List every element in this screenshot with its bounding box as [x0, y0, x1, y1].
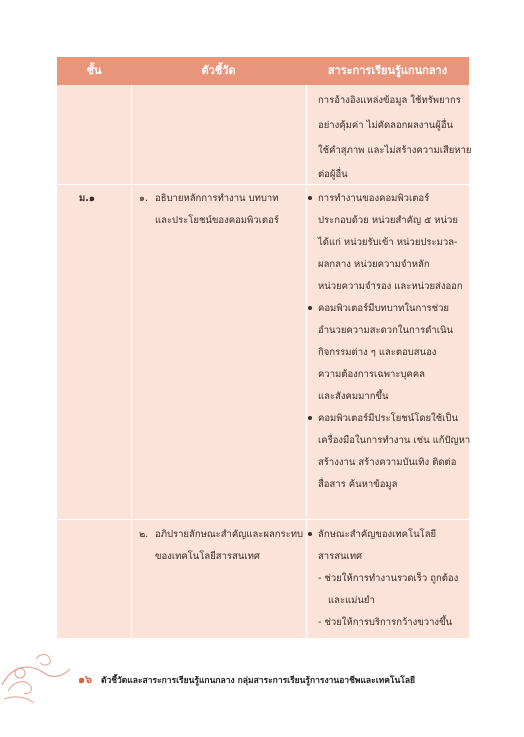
content-line: ลักษณะสำคัญของเทคโนโลยี: [318, 529, 437, 540]
grade-label: ม.๑: [79, 193, 95, 204]
bullet-icon: [308, 306, 312, 310]
content-line: และสังคมมากขึ้น: [318, 391, 389, 402]
indicator-line: ของเทคโนโลยีสารสนเทศ: [155, 551, 260, 562]
content-line: และแม่นยำ: [328, 595, 375, 606]
content-line: คอมพิวเตอร์มีบทบาทในการช่วย: [318, 303, 449, 314]
content-line: หน่วยความจำรอง และหน่วยส่งออก: [318, 281, 463, 292]
footer-title: ตัวชี้วัดและสาระการเรียนรู้แกนกลาง กลุ่มสาระการเรียนรู้การงานอาชีพและเทคโนโลยี: [100, 676, 416, 686]
content-line: การอ้างอิงแหล่งข้อมูล ใช้ทรัพยากร: [318, 95, 461, 106]
indicator-number: ๑.: [139, 193, 149, 204]
indicator-line: อธิบายหลักการทำงาน บทบาท: [155, 193, 279, 204]
content-line: สร้างงาน สร้างความบันเทิง ติดต่อ: [318, 457, 457, 468]
row-divider: [57, 184, 469, 185]
content-line: คอมพิวเตอร์มีประโยชน์โดยใช้เป็น: [318, 413, 458, 424]
column-divider: [131, 85, 132, 638]
content-line: ประกอบด้วย หน่วยสำคัญ ๕ หน่วย: [318, 215, 458, 226]
bullet-icon: [308, 196, 312, 200]
content-line: - ช่วยให้การทำงานรวดเร็ว ถูกต้อง: [318, 573, 459, 584]
content-line: ความต้องการเฉพาะบุคคล: [318, 369, 425, 380]
content-line: ใช้คำสุภาพ และไม่สร้างความเสียหาย: [318, 145, 472, 156]
floral-ornament-icon: [0, 645, 72, 705]
column-divider: [306, 85, 307, 638]
header-content: สาระการเรียนรู้แกนกลาง: [327, 64, 448, 77]
row-divider: [57, 519, 469, 520]
indicator-number: ๒.: [139, 529, 149, 540]
content-line: ได้แก่ หน่วยรับเข้า หน่วยประมวล-: [318, 237, 458, 248]
content-line: สารสนเทศ: [318, 551, 363, 562]
table-body: [57, 85, 472, 638]
header-grade: ชั้น: [86, 64, 102, 77]
content-line: อำนวยความสะดวกในการดำเนิน: [318, 325, 453, 336]
page-footer: [78, 670, 415, 688]
page-number: ๑๖: [78, 673, 92, 686]
content-line: สื่อสาร ค้นหาข้อมูล: [318, 479, 398, 490]
content-line: - ช่วยให้การบริการกว้างขวางขึ้น: [318, 617, 453, 628]
bullet-icon: [308, 532, 312, 536]
content-line: ผลกลาง หน่วยความจำหลัก: [318, 259, 430, 270]
content-line: อย่างคุ้มค่า ไม่คัดลอกผลงานผู้อื่น: [318, 120, 454, 131]
indicator-line: และประโยชน์ของคอมพิวเตอร์: [155, 215, 279, 226]
content-line: ต่อผู้อื่น: [318, 169, 348, 180]
indicator-line: อภิปรายลักษณะสำคัญและผลกระทบ: [155, 529, 304, 540]
bullet-icon: [308, 416, 312, 420]
content-line: การทำงานของคอมพิวเตอร์: [318, 193, 430, 204]
header-indicator: ตัวชี้วัด: [201, 64, 236, 77]
curriculum-table: [57, 57, 472, 638]
table-header: [57, 57, 469, 85]
content-line: เครื่องมือในการทำงาน เช่น แก้ปัญหา: [318, 435, 471, 446]
content-line: กิจกรรมต่าง ๆ และตอบสนอง: [318, 347, 437, 358]
